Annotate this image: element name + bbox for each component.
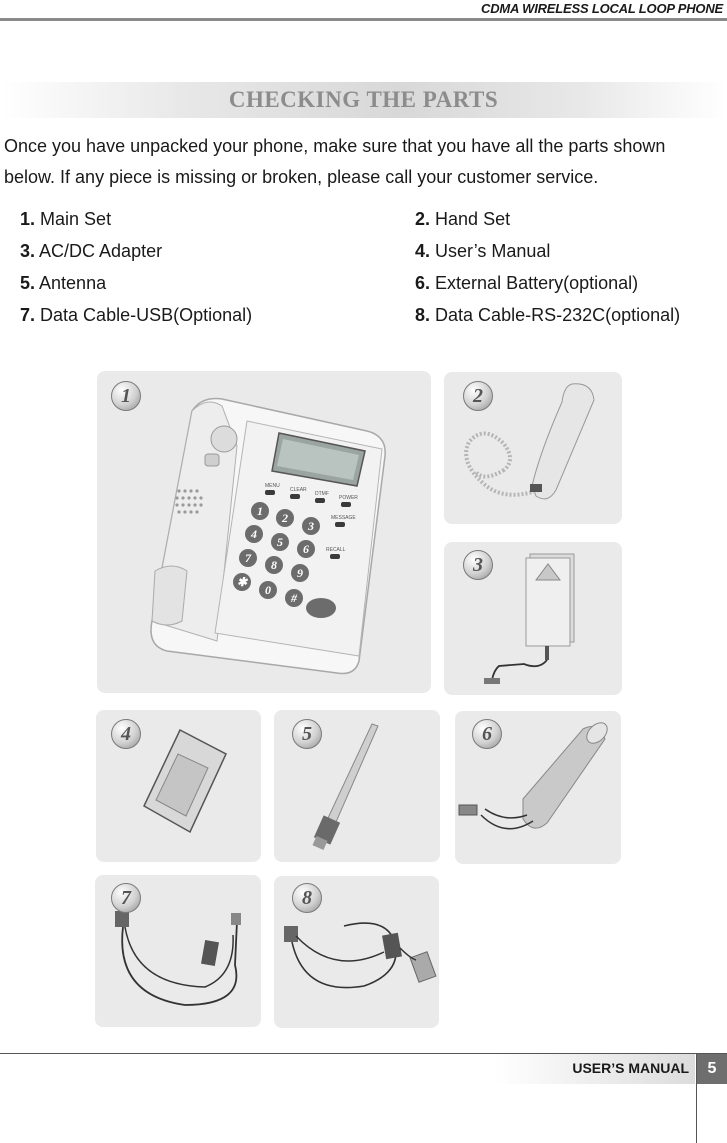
recall-key-label: RECALL <box>326 547 346 553</box>
figure-badge-5: 5 <box>292 719 322 749</box>
header-rule <box>0 18 727 21</box>
key-9: 9 <box>297 566 303 580</box>
message-key-label: MESSAGE <box>331 515 356 521</box>
menu-key-label: MENU <box>265 483 280 489</box>
part-item-7: 7. Data Cable-USB(Optional) <box>20 305 253 325</box>
key-3: 3 <box>308 519 314 533</box>
footer-vertical-rule <box>696 1054 697 1143</box>
header-title: CDMA WIRELESS LOCAL LOOP PHONE <box>481 1 723 16</box>
clear-key-label: CLEAR <box>290 487 307 493</box>
part-item-8: 8. Data Cable-RS-232C(optional) <box>415 305 681 325</box>
part-item-2: 2. Hand Set <box>415 209 511 229</box>
figure-badge-4: 4 <box>111 719 141 749</box>
key-0: 0 <box>265 583 271 597</box>
figure-badge-6: 6 <box>472 719 502 749</box>
key-7: 7 <box>245 551 251 565</box>
key-star: ✱ <box>236 575 248 589</box>
footer-manual-label: USER’S MANUAL <box>572 1060 689 1076</box>
part-item-5: 5. Antenna <box>20 273 107 293</box>
figure-badge-3: 3 <box>463 550 493 580</box>
page-number: 5 <box>697 1054 727 1084</box>
key-1: 1 <box>257 504 263 518</box>
figure-badge-8: 8 <box>292 883 322 913</box>
key-6: 6 <box>303 542 309 556</box>
power-key-label: POWER <box>339 495 358 501</box>
part-item-3: 3. AC/DC Adapter <box>20 241 163 261</box>
key-hash: # <box>291 591 297 605</box>
figure-badge-2: 2 <box>463 381 493 411</box>
part-item-6: 6. External Battery(optional) <box>415 273 639 293</box>
figure-badge-1: 1 <box>111 381 141 411</box>
part-item-4: 4. User’s Manual <box>415 241 551 261</box>
intro-paragraph: Once you have unpacked your phone, make sure that you have all the parts shown below. If any piece is missing or broken, please call your customer service. <box>4 136 666 187</box>
key-5: 5 <box>277 535 283 549</box>
key-8: 8 <box>271 558 277 572</box>
key-4: 4 <box>251 527 257 541</box>
section-title: CHECKING THE PARTS <box>228 87 499 112</box>
dtmf-key-label: DTMF <box>315 491 329 497</box>
part-item-1: 1. Main Set <box>20 209 112 229</box>
key-2: 2 <box>282 511 288 525</box>
figure-badge-7: 7 <box>111 883 141 913</box>
main-set-illustration <box>97 371 431 693</box>
